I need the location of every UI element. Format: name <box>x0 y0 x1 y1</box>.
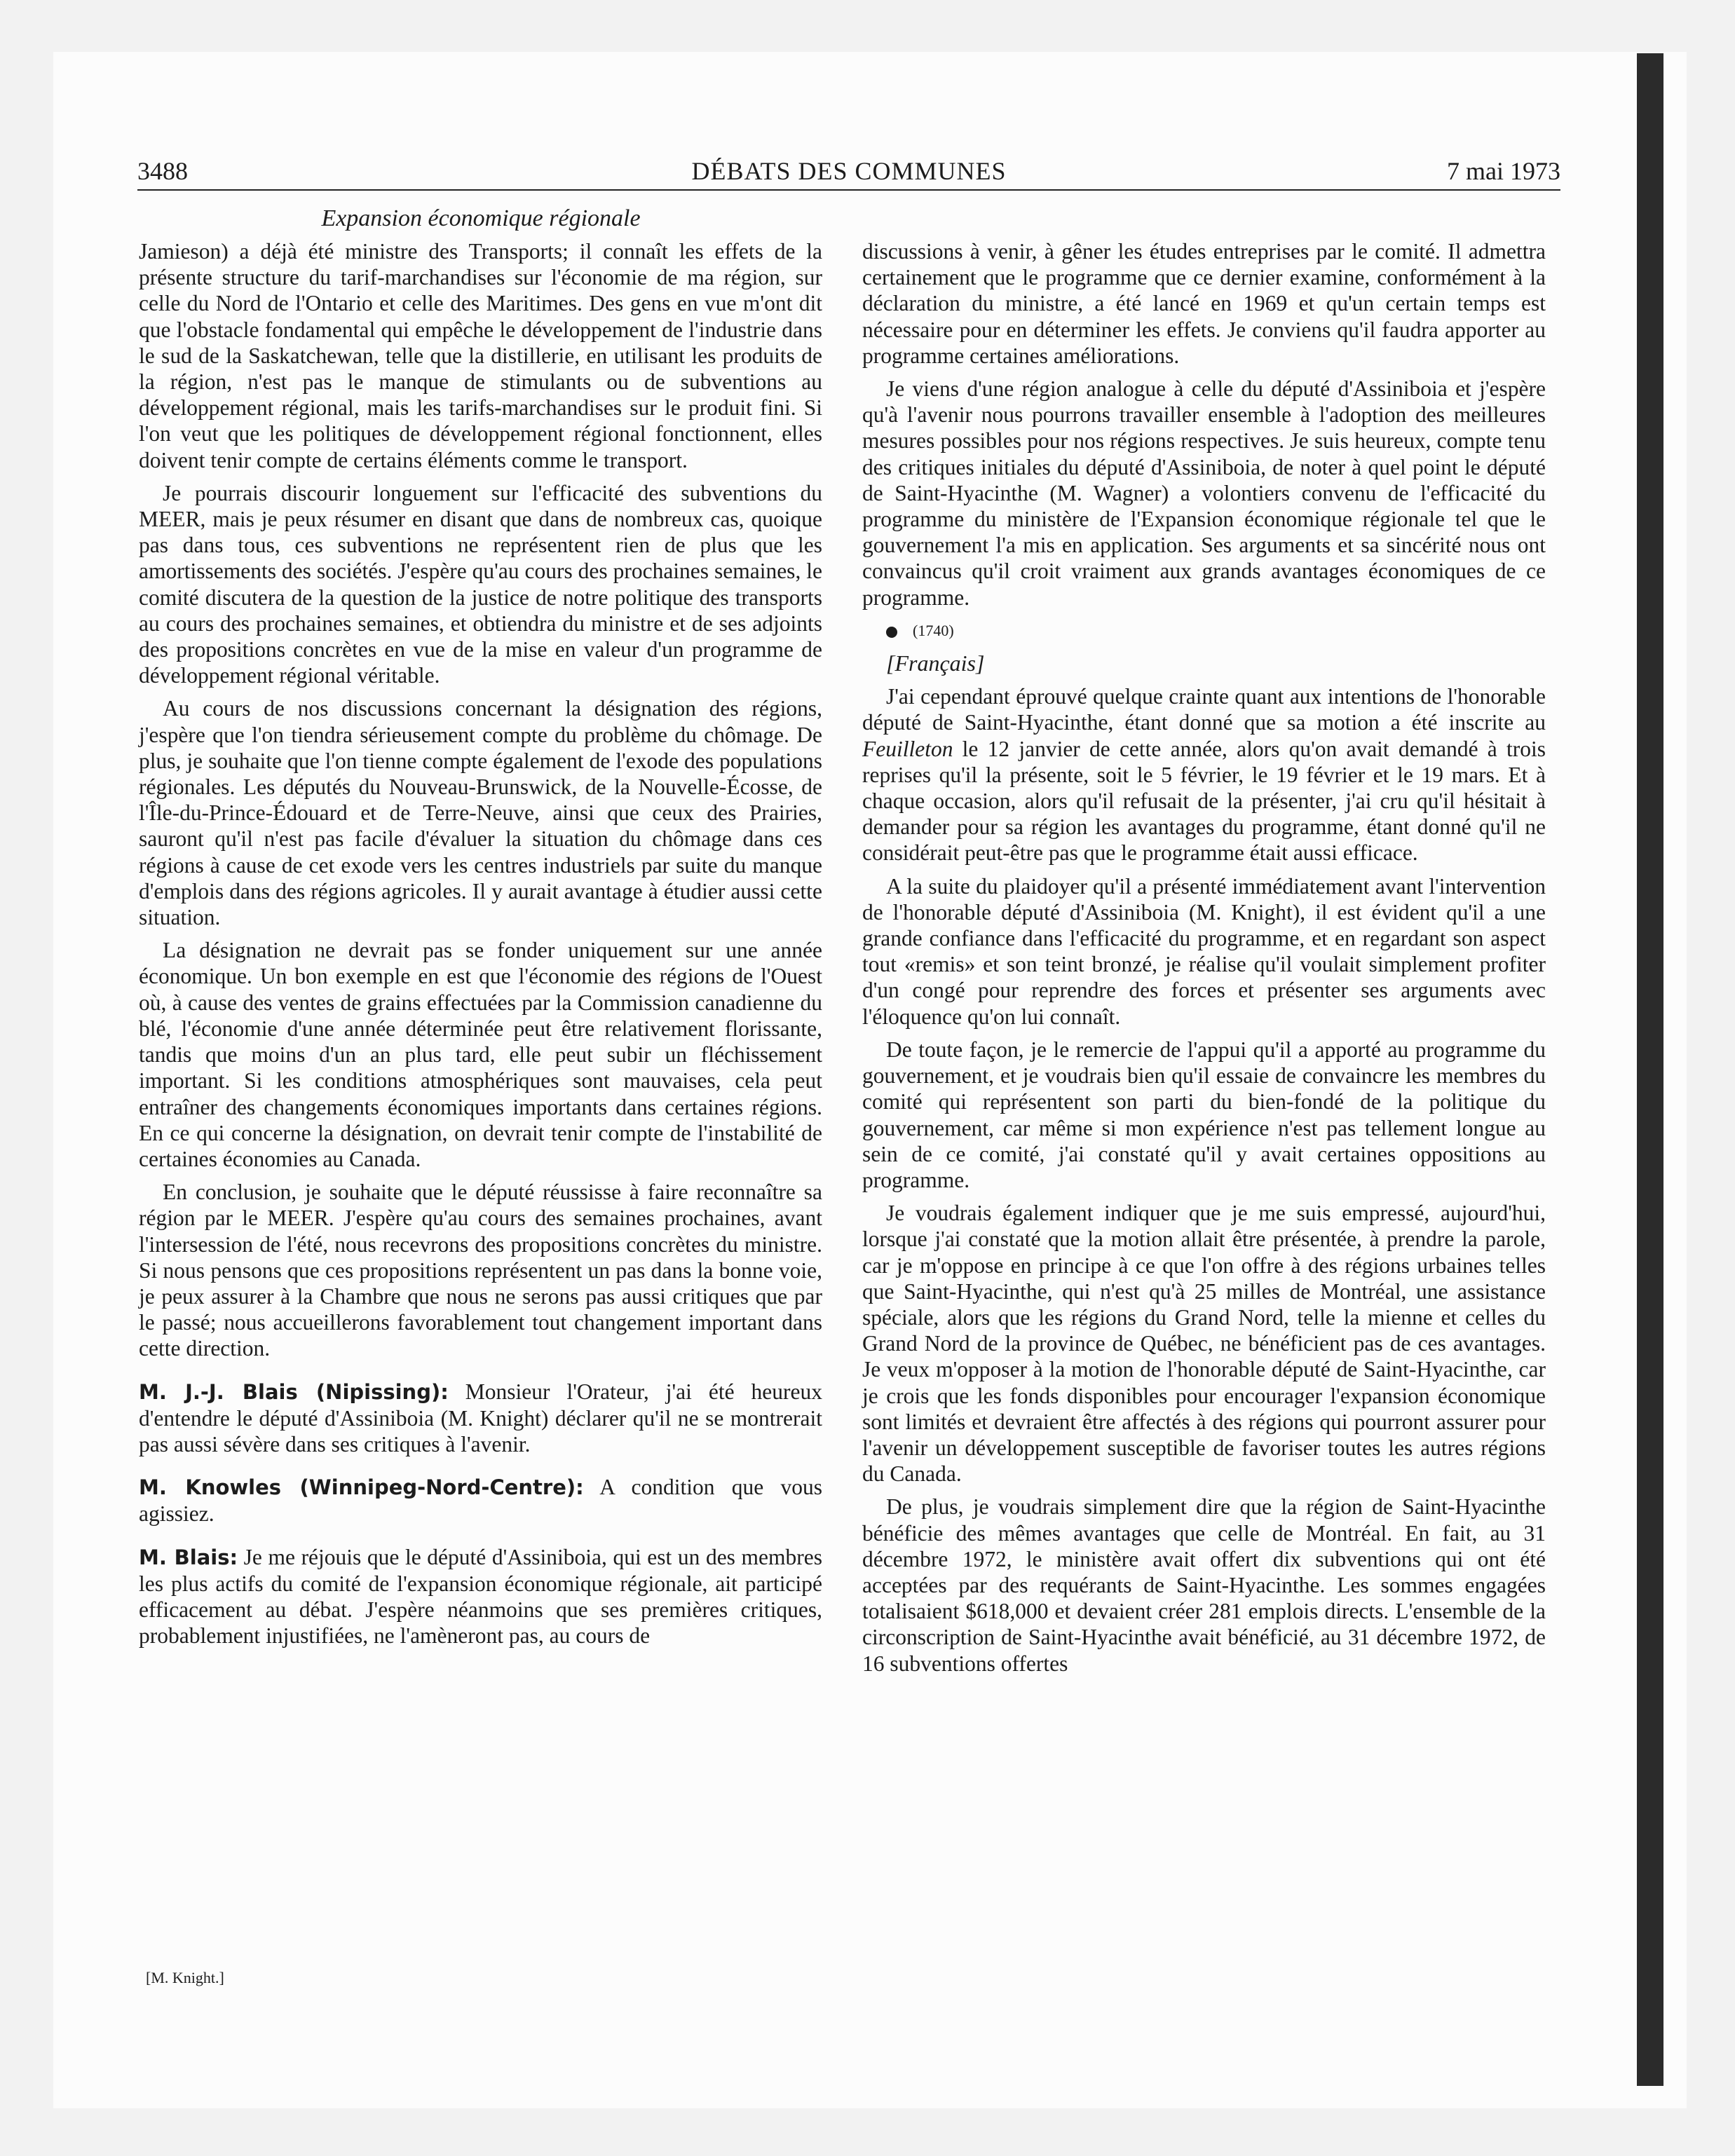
paragraph: Je pourrais discourir longuement sur l'efficacité des subventions du MEER, mais je peux résumer en disant que dans de nombreux cas, quoique pas dans tous, ces subventions ne représentent rien de plus que les amortissements des sociétés. J'espère qu'au cours des prochaines semaines, le comité discutera de la question de la justice de notre politique des transports au cours des prochaines semaines, et obtiendra du ministre et de ses adjoints des propositions concrètes en vue de la mise en valeur d'un programme de développement régional véritable. <box>139 480 822 688</box>
paragraph-text: le 12 janvier de cette année, alors qu'on avait demandé à trois reprises qu'il la présente, soit le 5 février, le 19 février et le 19 mars. Et à chaque occasion, alors qu'il refusait de la présenter, j'ai cru qu'il hésitait à demander pour sa région les avantages du programme, étant donné qu'il ne considérait peut-être pas que le programme était aussi efficace. <box>862 736 1546 866</box>
paragraph: De toute façon, je le remercie de l'appui qu'il a apporté au programme du gouvernement, et je voudrais bien qu'il essaie de convaincre les membres du comité qui représentent son parti du bien-fondé de la politique du gouvernement, car même si mon expérience n'est pas tellement longue au sein de ce comité, j'ai constaté qu'il y avait certaines oppositions au programme. <box>862 1037 1546 1192</box>
speaker-name: M. Knowles (Winnipeg-Nord-Centre): <box>139 1475 584 1500</box>
paragraph-text: J'ai cependant éprouvé quelque crainte quant aux intentions de l'honorable député de Saint-Hyacinthe, étant donné que sa motion a été inscrite au <box>862 684 1546 735</box>
speech-text: Je me réjouis que le député d'Assiniboia, qui est un des membres les plus actifs du comité de l'expansion économique régionale, ait participé efficacement au débat. J'espère néanmoins que ses premières critiques, probablement injustifiées, ne l'amèneront pas, au cours de <box>139 1544 822 1649</box>
paragraph: A la suite du plaidoyer qu'il a présenté immédiatement avant l'intervention de l'honorable député d'Assiniboia (M. Knight), il est évident qu'il a une grande confiance dans l'efficacité du programme, et en regardant son aspect tout «remis» et son teint bronzé, je réalise qu'il voulait simplement profiter d'un congé pour reprendre des forces et présenter ses arguments avec l'éloquence qu'on lui connaît. <box>862 873 1546 1029</box>
page-date: 7 mai 1973 <box>1447 157 1560 185</box>
paragraph: En conclusion, je souhaite que le député réussisse à faire reconnaître sa région par le MEER. J'espère qu'au cours des semaines prochaines, avant l'intersession de l'été, nous recevrons des propositions concrètes du ministre. Si nous pensons que ces propositions représentent un pas dans la bonne voie, je peux assurer à la Chambre que nous ne serons pas aussi critiques que par le passé; nous accueillerons favorablement tout changement important dans cette direction. <box>139 1180 822 1361</box>
publication-title: DÉBATS DES COMMUNES <box>691 157 1007 185</box>
paragraph: Au cours de nos discussions concernant la désignation des régions, j'espère que l'on tiendra sérieusement compte du problème du chômage. De plus, je souhaite que l'on tienne compte également de l'exode des populations régionales. Les députés du Nouveau-Brunswick, de la Nouvelle-Écosse, de l'Île-du-Prince-Édouard et de Terre-Neuve, ainsi que ceux des Prairies, sauront qu'il n'est pas facile d'évaluer la situation du chômage dans ces régions à cause de cet exode vers les centres industriels par suite du manque d'emplois dans des régions agricoles. Il y aurait avantage à étudier aussi cette situation. <box>139 696 822 930</box>
feuilleton-italic: Feuilleton <box>862 736 953 761</box>
paragraph: Jamieson) a déjà été ministre des Transports; il connaît les effets de la présente structure du tarif-marchandises sur l'économie de ma région, sur celle du Nord de l'Ontario et celle des Maritimes. Des gens en vue m'ont dit que l'obstacle fondamental qui empêche le développement de l'industrie dans le sud de la Saskatchewan, telle que la distillerie, en utilisant les produits de la région, n'est pas le manque de stimulants ou de subventions au développement régional, mais les tarifs-marchandises sur le produit fini. Si l'on veut que les politiques de développement régional fonctionnent, elles doivent tenir compte de certains éléments comme le transport. <box>139 239 822 472</box>
speaker-name: M. J.-J. Blais (Nipissing): <box>139 1379 449 1404</box>
right-column <box>862 238 1546 1684</box>
time-marker-text: (1740) <box>913 621 954 639</box>
speech-text: A condition que vous agissiez. <box>139 1475 822 1527</box>
paragraph: Je voudrais également indiquer que je me suis empressé, aujourd'hui, lorsque j'ai constaté que la motion allait être présentée, à prendre la parole, car je m'oppose en principe à ce que l'on offre à des régions urbaines telles que Saint-Hyacinthe, qui n'est qu'à 25 milles de Montréal, une assistance spéciale, alors que les régions du Grand Nord, telle la mienne et celles du Grand Nord de la province de Québec, ne bénéficient pas de ces avantages. Je veux m'opposer à la motion de l'honorable député de Saint-Hyacinthe, car je crois que les fonds disponibles pour encourager l'expansion économique sont limités et devraient être affectés à des régions qui pourront assurer pour l'avenir un développement susceptible de favoriser toutes les autres régions du Canada. <box>862 1201 1546 1487</box>
speaker-name: M. Blais: <box>139 1545 238 1569</box>
paragraph <box>862 683 1546 866</box>
left-column <box>139 238 822 1660</box>
speaker-footnote: [M. Knight.] <box>146 1969 224 1986</box>
page-header <box>137 153 1560 191</box>
speech-text: Monsieur l'Orateur, j'ai été heureux d'entendre le député d'Assiniboia (M. Knight) déclarer qu'il ne se montrerait pas aussi sévère dans ses critiques à l'avenir. <box>139 1379 822 1456</box>
scan-edge-shadow <box>1637 53 1663 2086</box>
page-number: 3488 <box>137 157 188 185</box>
paragraph: La désignation ne devrait pas se fonder uniquement sur une année économique. Un bon exemple en est que l'économie des régions de l'Ouest où, à cause des ventes de grains effectuées par la Commission canadienne du blé, l'économie d'une année déterminée peut être relativement florissante, tandis que moins d'un an plus tard, elle peut subir un fléchissement important. Si les conditions atmosphériques sont mauvaises, cela peut entraîner des changements économiques importants dans certaines régions. En ce qui concerne la désignation, on devrait tenir compte de l'instabilité de certaines économies au Canada. <box>139 938 822 1171</box>
section-heading: Expansion économique régionale <box>321 205 641 231</box>
time-marker <box>862 618 1546 643</box>
paragraph: De plus, je voudrais simplement dire que la région de Saint-Hyacinthe bénéficie des mêmes avantages que celle de Montréal. En fait, au 31 décembre 1972, le ministère avait offert dix subventions qui ont été acceptées par des requérants de Saint-Hyacinthe. Les sommes engagées totalisaient $618,000 et devaient créer 281 emplois directs. L'ensemble de la circonscription de Saint-Hyacinthe avait bénéficié, au 31 décembre 1972, de 16 subventions offertes <box>862 1494 1546 1676</box>
paragraph: Je viens d'une région analogue à celle du député d'Assiniboia et j'espère qu'à l'avenir nous pourrons travailler ensemble à l'adoption des meilleures mesures possibles pour nos régions respectives. Je suis heureux, compte tenu des critiques initiales du député d'Assiniboia, de noter à quel point le député de Saint-Hyacinthe (M. Wagner) a volontiers convenu de l'efficacité du programme du ministère de l'Expansion économique régionale tel que le gouvernement l'a mis en application. Ses arguments et sa sincérité nous ont convaincus qu'il croit vraiment aux grands avantages économiques de ce programme. <box>862 376 1546 610</box>
paragraph: discussions à venir, à gêner les études entreprises par le comité. Il admettra certainement que le programme que ce dernier examine, conformément à la déclaration du ministre, a été lancé en 1969 et qu'un certain temps est nécessaire pour en déterminer les effets. Je conviens qu'il faudra apporter au programme certaines améliorations. <box>862 239 1546 368</box>
speech-blais <box>139 1379 822 1458</box>
language-tag: [Français] <box>886 650 985 676</box>
speech-knowles <box>139 1474 822 1527</box>
bullet-icon <box>886 627 897 638</box>
speech-blais-2 <box>139 1544 822 1649</box>
